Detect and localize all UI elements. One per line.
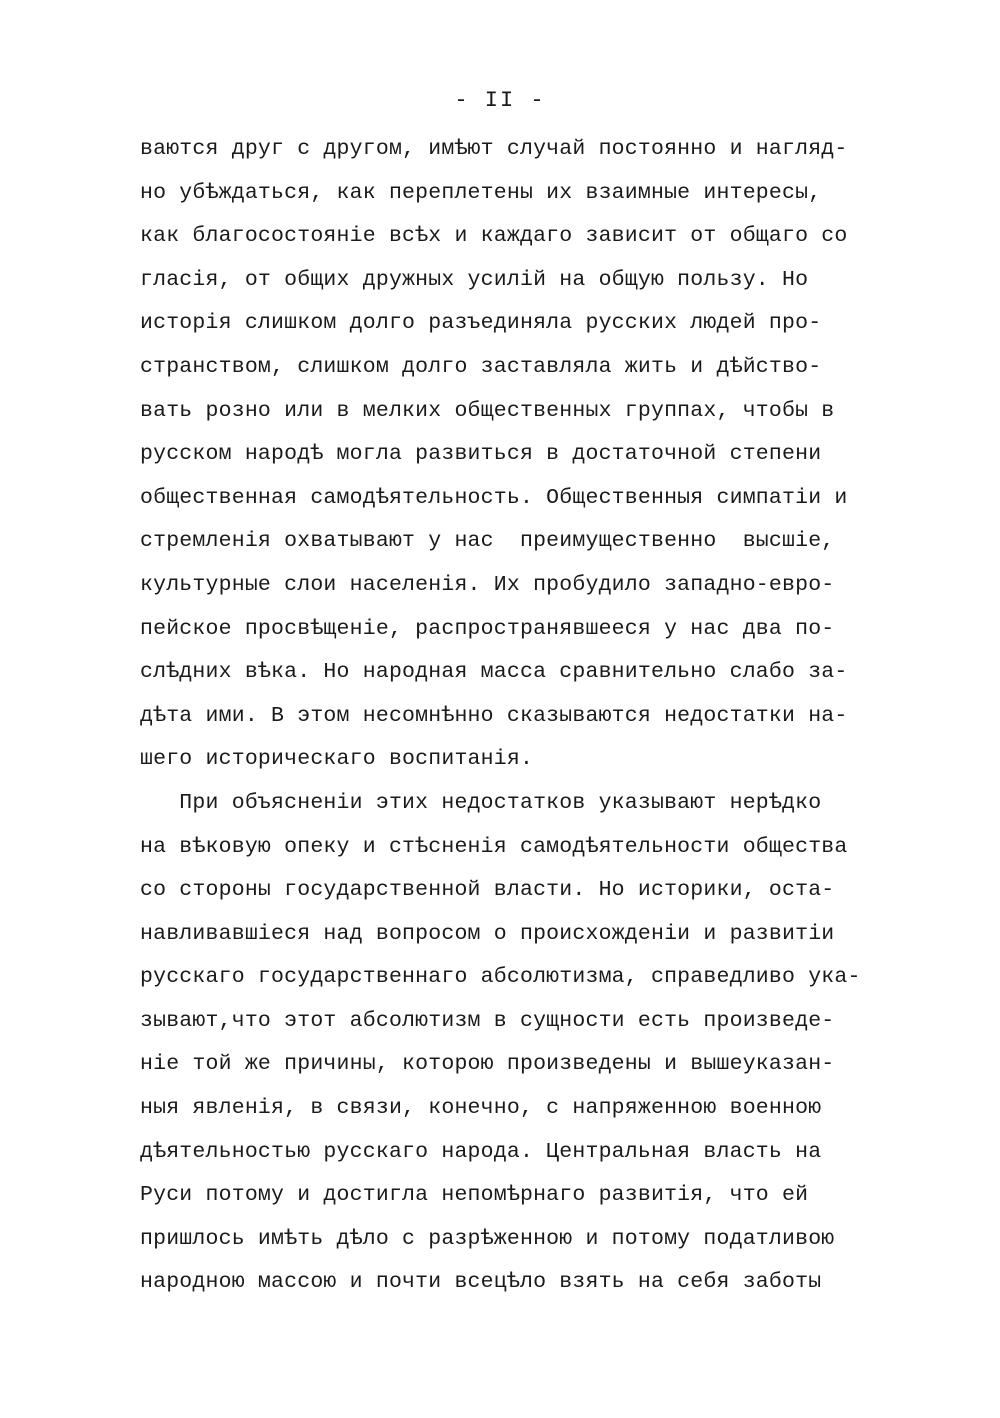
text-line: слѣдних вѣка. Но народная масса сравнительно слабо за-: [140, 660, 848, 685]
paragraph-2: [140, 782, 920, 1305]
text-line: Руси потому и достигла непомѣрнаго развитія, что ей: [140, 1183, 809, 1208]
page-number: - II -: [454, 88, 546, 113]
paragraph-1: [140, 128, 920, 782]
text-line: навливавшіеся над вопросом о происхожденіи и развитіи: [140, 921, 835, 946]
text-line: на вѣковую опеку и стѣсненія самодѣятельности общества: [140, 834, 848, 859]
text-line: странством, слишком долго заставляла жить и дѣйство-: [140, 354, 822, 379]
text-line: шего историческаго воспитанія.: [140, 747, 534, 772]
text-line: исторія слишком долго разъединяла русских людей про-: [140, 311, 822, 336]
text-line: вать розно или в мелких общественных группах, чтобы в: [140, 398, 835, 423]
text-line: народною массою и почти всецѣло взять на себя заботы: [140, 1270, 822, 1295]
text-line: пейское просвѣщеніе, распространявшееся у нас два по-: [140, 616, 835, 641]
text-line: дѣятельностью русскаго народа. Центральная власть на: [140, 1139, 822, 1164]
text-line: ваются друг с другом, имѣют случай постоянно и нагляд-: [140, 137, 848, 161]
text-line: дѣта ими. В этом несомнѣнно сказываются недостатки на-: [140, 703, 848, 728]
text-line: ніе той же причины, которою произведены и вышеуказан-: [140, 1052, 835, 1077]
text-line: русском народѣ могла развиться в достаточной степени: [140, 442, 822, 467]
text-line: со стороны государственной власти. Но историки, оста-: [140, 878, 835, 903]
text-line: общественная самодѣятельность. Общественныя симпатіи и: [140, 485, 848, 510]
text-line: гласія, от общих дружных усилій на общую пользу. Но: [140, 267, 809, 292]
text-line: зывают,что этот абсолютизм в сущности есть произведе-: [140, 1008, 835, 1033]
text-line: При объясненіи этих недостатков указывают нерѣдко: [140, 790, 822, 815]
text-line: русскаго государственнаго абсолютизма, справедливо ука-: [140, 965, 861, 990]
text-line: как благосостояніе всѣх и каждаго зависит от общаго со: [140, 224, 848, 249]
text-line: ныя явленія, в связи, конечно, с напряженною военною: [140, 1096, 822, 1121]
text-line: культурные слои населенія. Их пробудило западно-евро-: [140, 572, 835, 597]
text-line: пришлось имѣть дѣло с разрѣженною и потому податливою: [140, 1226, 835, 1251]
body-text: [140, 128, 920, 1305]
text-line: стремленія охватывают у нас преимущественно высшіе,: [140, 529, 835, 554]
text-line: но убѣждаться, как переплетены их взаимные интересы,: [140, 180, 822, 205]
